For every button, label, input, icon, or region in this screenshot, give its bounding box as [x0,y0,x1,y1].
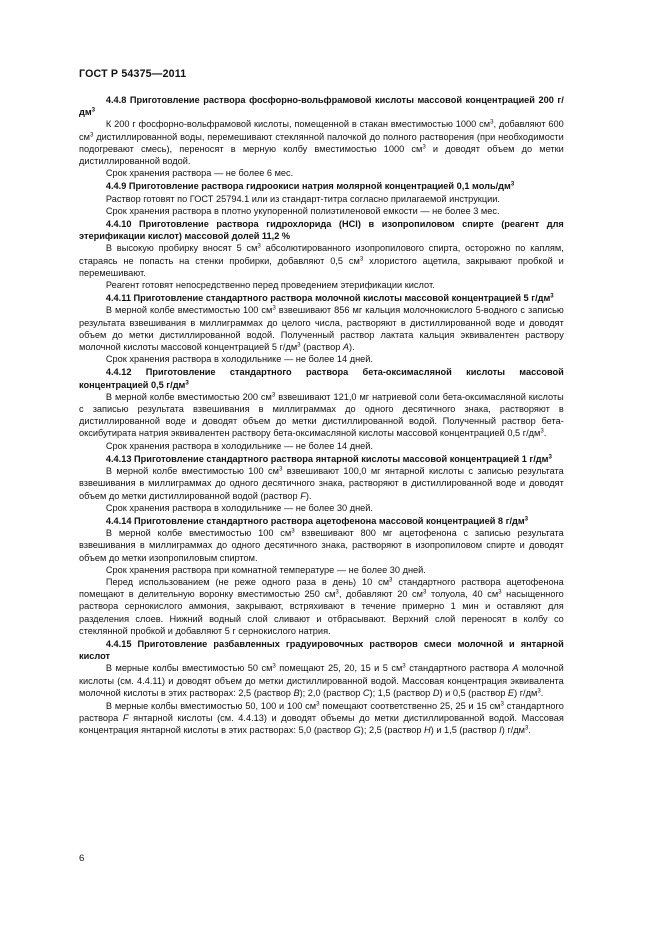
paragraph: Реагент готовят непосредственно перед проведением этерификации кислот. [105,280,435,292]
superscript: 3 [297,341,301,349]
section-heading: 4.4.14 Приготовление стандартного раствора ацетофенона массовой концентрацией 8 $г/дм^3$ [105,515,529,527]
superscript: 3 [540,427,544,435]
paragraph: В мерной колбе вместимостью 100 $см^3$ взвешивают 800 мг ацетофенона с записью результата взвешивания в миллиграммах до одного десятичного знака, растворяют в изопропиловом спирте и доводят объем до метки изопропиловым спиртом. [79,527,564,564]
superscript: 3 [291,527,295,535]
superscript: 3 [389,576,393,584]
document-body [79,95,564,738]
paragraph: В высокую пробирку вносят 5 $см^3$ абсолютированного изопропилового спирта, осторожно по каплям, стараясь не попасть на стенки пробирки, добавляют 0,5 $см^3$ хлористого ацетила, закрывают пробкой и перемешивают. [79,242,564,279]
paragraph: Срок хранения раствора в плотно укупоренной полиэтиленовой емкости — не более 3 мес. [105,205,500,217]
page-number: 6 [79,853,85,864]
section-heading: 4.4.15 Приготовление разбавленных градуировочных растворов смеси молочной и янтарной кислот [79,638,564,663]
section-heading: 4.4.9 Приготовление раствора гидроокиси натрия молярной концентрацией 0,1 моль/$дм^3$ [105,180,515,193]
section-heading: 4.4.8 Приготовление раствора фосфорно-вольфрамовой кислоты массовой концентрацией 200 $г/дм^3$ [79,95,564,119]
superscript: 3 [524,515,529,523]
paragraph: В мерной колбе вместимостью 200 $см^3$ взвешивают 121,0 мг натриевой соли бета-оксимасляной кислоты с записью результата взвешивания в миллиграммах до одного десятичного знака, растворяют в дистиллированной воде и доводят объем до метки дистиллированной водой. Полученный раствор бета-оксибутирата натрия эквивалентен раствору бета-оксимасляной кислоты массовой концентрацией 0,5 $г/дм^3$. [79,391,564,440]
italic-solution-label: F [300,490,306,502]
superscript: 3 [257,242,261,250]
superscript: 3 [335,588,339,596]
section-heading: 4.4.10 Приготовление раствора гидрохлорида (HCl) в изопропиловом спирте (реагент для этерификации кислот) массовой долей 11,2 % [79,219,564,243]
superscript: 3 [548,453,552,461]
superscript: 3 [272,304,276,312]
superscript: 3 [91,106,96,114]
italic-solution-label: Н [424,725,431,737]
paragraph: В мерной колбе вместимостью 100 $см^3$ взвешивают 100,0 мг янтарной кислоты с записью результата взвешивания в миллиграммах до одного десятичного знака, растворяют в дистиллированной воде и доводят объем до метки дистиллированной водой (раствор F). [79,465,564,502]
section-heading: 4.4.12 Приготовление стандартного раствора бета-оксимасляной кислоты массовой концентрацией 0,5 $г/дм^3$ [79,367,564,391]
superscript: 3 [537,687,541,695]
italic-solution-label: А [342,342,350,354]
superscript: 3 [498,588,502,596]
superscript: 3 [185,379,189,387]
paragraph: Срок хранения раствора в холодильнике — не более 14 дней. [105,440,373,452]
paragraph: Срок хранения раствора — не более 6 мес. [105,168,294,180]
superscript: 3 [316,700,320,708]
italic-solution-label: А [512,663,519,675]
paragraph: В мерной колбе вместимостью 100 $см^3$ взвешивают 856 мг кальция молочнокислого 5-водного с записью результата взвешивания в миллиграммах до целого числа, растворяют в дистиллированной воде и доводят объем до метки дистиллированной водой. Полученный раствор лактата кальция эквивалентен раствору молочной кислоты массовой концентрацией 5 $г/дм^3$ (раствор А). [79,304,564,354]
document-header: ГОСТ Р 54375—2011 [79,68,187,80]
superscript: 3 [271,391,276,399]
superscript: 3 [550,292,554,300]
superscript: 3 [278,465,283,473]
section-heading: 4.4.13 Приготовление стандартного раствора янтарной кислоты массовой концентрацией 1 $г/дм^3$ [105,453,552,465]
italic-solution-label: Е [507,687,515,699]
paragraph: Срок хранения раствора при комнатной температуре — не более 30 дней. [105,564,426,576]
superscript: 3 [490,118,494,126]
paragraph: В мерные колбы вместимостью 50 $см^3$ помещают 25, 20, 15 и 5 $см^3$ стандартного раствора А молочной кислоты (см. 4.4.11) и доводят объем до метки дистиллированной водой. Массовая концентрация эквивалента молочной кислоты в этих растворах: 2,5 (раствор В); 2,0 (раствор С); 1,5 (раствор D) и 0,5 (раствор Е) $г/дм^3$. [79,662,564,699]
paragraph: К 200 г фосфорно-вольфрамовой кислоты, помещенной в стакан вместимостью 1000 $см^3$, добавляют 600 $см^3$ дистиллированной воды, перемешивают стеклянной палочкой до полного растворения (при необходимости подогревают смесь), переносят в мерную колбу вместимостью 1000 $см^3$ и доводят объем до метки дистиллированной водой. [79,118,564,168]
paragraph: Перед использованием (не реже одного раза в день) 10 $см^3$ стандартного раствора ацетофенона помещают в делительную воронку вместимостью 250 $см^3$, добавляют 20 $см^3$ толуола, 40 $см^3$ насыщенного раствора сернокислого аммония, закрывают, встряхивают в течение примерно 1 мин и оставляют для разделения слоев. Нижний водный слой сливают и отбрасывают. Верхний слой переносят в колбу со стеклянной пробкой и добавляют 5 г сернокислого натрия. [79,576,564,637]
superscript: 3 [500,700,504,708]
paragraph: Срок хранения раствора в холодильнике — не более 30 дней. [105,502,373,514]
superscript: 3 [272,662,276,670]
superscript: 3 [524,724,529,732]
paragraph: В мерные колбы вместимостью 50, 100 и 100 $см^3$ помещают соответственно 25, 25 и 15 $см^3$ стандартного раствора F янтарной кислоты (см. 4.4.13) и доводят объемы до метки дистиллированной водой. Массовая концентрация янтарной кислоты в этих растворах: 5,0 (раствор G); 2,5 (раствор Н) и 1,5 (раствор I) $г/дм^3$. [79,700,564,737]
italic-solution-label: G [353,725,361,737]
paragraph: Срок хранения раствора в холодильнике — не более 14 дней. [105,354,373,366]
italic-solution-label: D [432,687,440,699]
italic-solution-label: F [122,713,129,725]
italic-solution-label: С [362,687,370,699]
paragraph: Раствор готовят по ГОСТ 25794.1 или из стандарт-титра согласно прилагаемой инструкции. [105,193,500,205]
superscript: 3 [422,588,427,596]
superscript: 3 [89,131,94,139]
italic-solution-label: В [293,687,300,699]
section-heading: 4.4.11 Приготовление стандартного раствора молочной кислоты массовой концентрацией 5 $г/дм^3$ [105,292,554,305]
superscript: 3 [510,180,515,188]
superscript: 3 [402,662,406,670]
superscript: 3 [422,143,426,151]
italic-solution-label: I [499,725,502,737]
superscript: 3 [359,255,364,263]
